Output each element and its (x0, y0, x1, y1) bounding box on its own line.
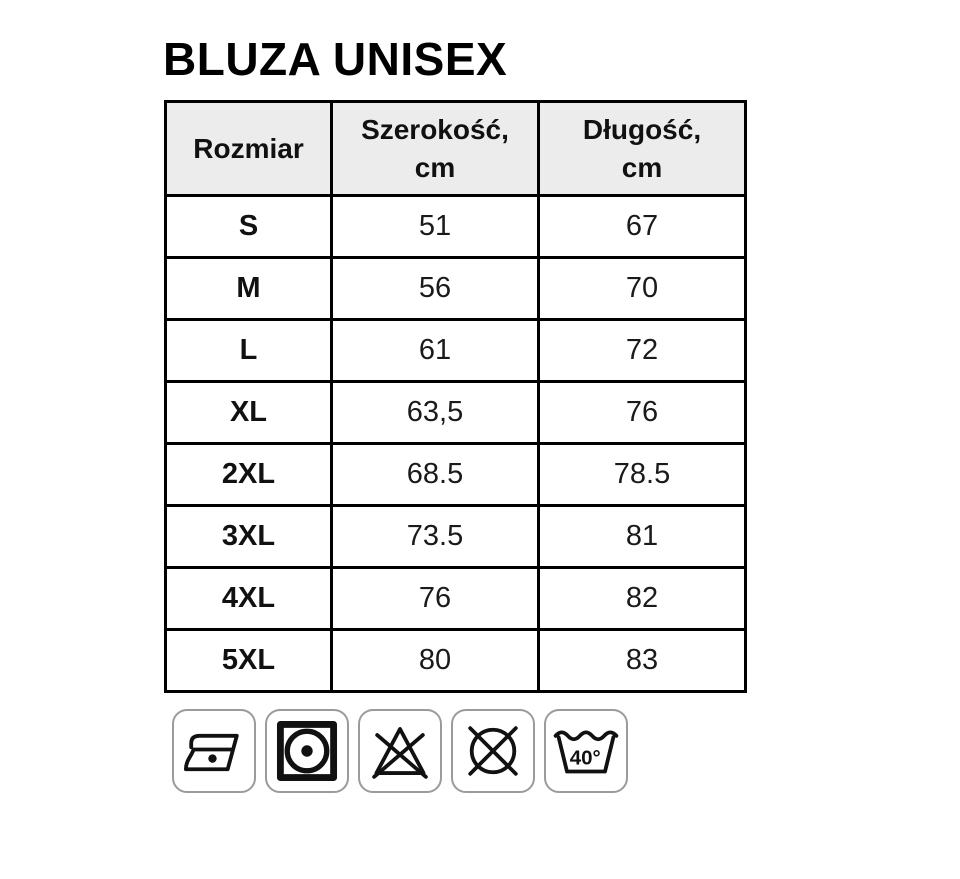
iron-one-dot-icon (172, 709, 256, 793)
do-not-dry-clean-icon (451, 709, 535, 793)
size-value: 2XL (166, 444, 332, 506)
table-header-row (166, 102, 746, 196)
size-value: S (166, 196, 332, 258)
column-header-szerokosc (332, 102, 539, 196)
page-title: BLUZA UNISEX (163, 33, 508, 85)
table-row (166, 196, 746, 258)
table-row (166, 320, 746, 382)
do-not-bleach-icon (358, 709, 442, 793)
column-header-line: cm (414, 151, 456, 183)
column-header-line: Szerokość, (361, 113, 509, 145)
length-value: 70 (539, 258, 746, 320)
table-row (166, 506, 746, 568)
length-value: 78.5 (539, 444, 746, 506)
width-value: 51 (332, 196, 539, 258)
size-table (164, 100, 747, 693)
wash-40-icon (544, 709, 628, 793)
width-value: 61 (332, 320, 539, 382)
width-value: 56 (332, 258, 539, 320)
width-value: 80 (332, 630, 539, 692)
width-value: 68.5 (332, 444, 539, 506)
width-value: 73.5 (332, 506, 539, 568)
tumble-dry-one-dot-icon (265, 709, 349, 793)
table-row (166, 630, 746, 692)
width-value: 63,5 (332, 382, 539, 444)
size-value: 4XL (166, 568, 332, 630)
size-value: L (166, 320, 332, 382)
length-value: 82 (539, 568, 746, 630)
care-icons-row (172, 709, 628, 793)
column-header-dlugosc (539, 102, 746, 196)
size-value: M (166, 258, 332, 320)
size-value: 5XL (166, 630, 332, 692)
table-row (166, 382, 746, 444)
wash-temperature-label: 40° (569, 746, 601, 770)
width-value: 76 (332, 568, 539, 630)
size-value: XL (166, 382, 332, 444)
column-header-rozmiar (166, 102, 332, 196)
column-header-line: Rozmiar (193, 132, 304, 164)
length-value: 67 (539, 196, 746, 258)
column-header-line: Długość, (582, 113, 702, 145)
length-value: 76 (539, 382, 746, 444)
column-header-line: cm (621, 151, 663, 183)
length-value: 81 (539, 506, 746, 568)
table-row (166, 568, 746, 630)
size-value: 3XL (166, 506, 332, 568)
length-value: 83 (539, 630, 746, 692)
table-row (166, 258, 746, 320)
length-value: 72 (539, 320, 746, 382)
table-row (166, 444, 746, 506)
